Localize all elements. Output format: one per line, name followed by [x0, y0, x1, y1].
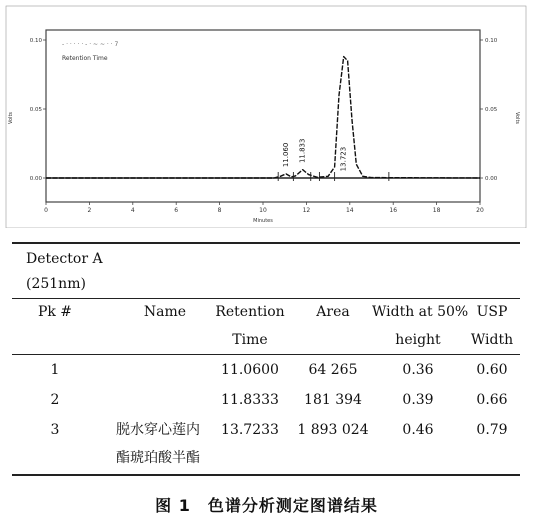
y-axis-label-left: Volts [8, 111, 14, 125]
table-bottom-rule [12, 474, 520, 476]
detector-wavelength: (251nm) [26, 276, 86, 292]
cell-usp: 0.66 [476, 392, 508, 408]
header-usp-width: Width [470, 332, 514, 348]
x-tick-label: 16 [389, 207, 398, 214]
x-tick-label: 8 [217, 207, 222, 214]
header-area: Area [316, 304, 350, 320]
x-tick-label: 4 [130, 207, 135, 214]
cell-area: 64 265 [308, 362, 358, 378]
cell-width50: 0.39 [402, 392, 434, 408]
table-header-bottom-rule [12, 354, 520, 355]
y-tick-label-left: 0.05 [29, 107, 42, 113]
x-axis-label: Minutes [253, 218, 273, 224]
chromatogram-trace [46, 57, 480, 178]
cell-area: 1 893 024 [297, 422, 369, 438]
cell-name-line1: 脱水穿心莲内 [116, 422, 200, 438]
y-tick-label-left: 0.10 [29, 38, 42, 44]
y-tick-label-right: 0.05 [485, 107, 498, 113]
cell-pk: 2 [50, 392, 60, 408]
plot-frame [46, 30, 480, 202]
detector-name: Detector A [26, 251, 103, 267]
legend-garble: - · · · · · - · ~ ~ · · 7 [62, 41, 119, 48]
cell-width50: 0.46 [402, 422, 434, 438]
table-top-rule [12, 242, 520, 244]
y-tick-label-right: 0.00 [485, 176, 498, 182]
header-width50: Width at 50% [372, 304, 469, 320]
cell-width50: 0.36 [402, 362, 434, 378]
x-tick-label: 0 [44, 207, 48, 214]
peak-label: 11.833 [298, 138, 307, 164]
y-tick-label-right: 0.10 [485, 38, 498, 44]
chromatogram [0, 0, 533, 228]
table-header-top-rule [12, 298, 520, 299]
x-tick-label: 14 [345, 207, 354, 214]
cell-rt: 11.8333 [221, 392, 279, 408]
y-axis-label-right: Volts [514, 111, 520, 125]
cell-pk: 3 [50, 422, 60, 438]
cell-name-line2: 酯琥珀酸半酯 [116, 450, 200, 466]
x-tick-label: 12 [302, 207, 311, 214]
header-name: Name [143, 304, 187, 320]
cell-usp: 0.79 [476, 422, 508, 438]
x-tick-label: 10 [259, 207, 267, 214]
outer-frame [6, 6, 526, 228]
cell-pk: 1 [50, 362, 60, 378]
header-retention: Retention [215, 304, 285, 320]
x-tick-label: 18 [432, 207, 441, 214]
cell-usp: 0.60 [476, 362, 508, 378]
peak-label: 13.723 [339, 146, 348, 172]
x-tick-label: 2 [87, 207, 92, 214]
header-pk: Pk # [37, 304, 73, 320]
y-tick-label-left: 0.00 [29, 176, 42, 182]
header-retention-time: Time [232, 332, 268, 348]
x-tick-label: 6 [174, 207, 179, 214]
cell-area: 181 394 [304, 392, 362, 408]
x-tick-label: 20 [476, 207, 484, 214]
cell-rt: 11.0600 [221, 362, 279, 378]
figure-caption: 图 1 色谱分析测定图谱结果 [155, 496, 378, 515]
cell-rt: 13.7233 [221, 422, 279, 438]
header-width50-height: height [395, 332, 441, 348]
header-usp: USP [476, 304, 508, 320]
legend-retention-time: Retention Time [62, 55, 108, 62]
peak-label: 11.060 [282, 142, 291, 168]
